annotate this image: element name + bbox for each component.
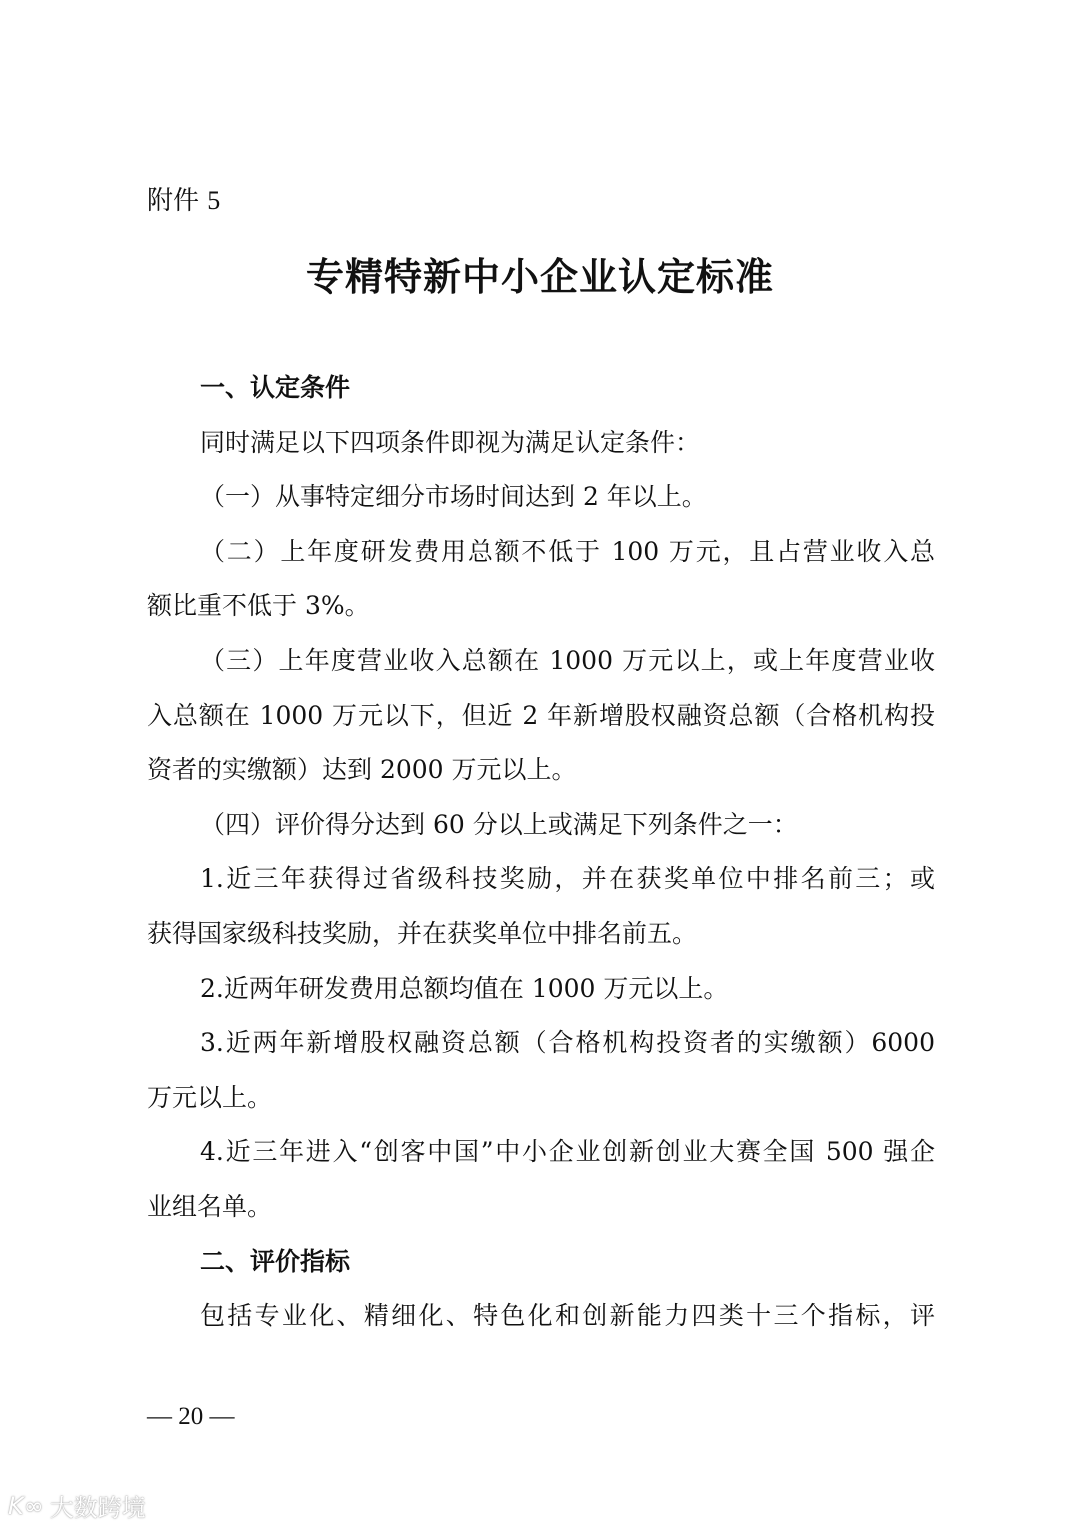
attachment-text: 附件 — [147, 186, 200, 216]
paragraph-line: 4.近三年进入“创客中国”中小企业创新创业大赛全国 500 强企 — [200, 1137, 935, 1167]
paragraph-line: 3.近两年新增股权融资总额（合格机构投资者的实缴额）6000 — [200, 1028, 935, 1058]
paragraph-line: 1.近三年获得过省级科技奖励，并在获奖单位中排名前三；或 — [200, 864, 935, 894]
paragraph-line: 业组名单。 — [147, 1192, 273, 1221]
paragraph-line: 万元以上。 — [147, 1082, 273, 1112]
paragraph-line: （四）评价得分达到 60 分以上或满足下列条件之一： — [200, 809, 798, 839]
paragraph-line: 获得国家级科技奖励，并在获奖单位中排名前五。 — [147, 919, 698, 948]
paragraph-line: 同时满足以下四项条件即视为满足认定条件： — [200, 427, 701, 457]
watermark — [8, 1488, 146, 1523]
paragraph-line: 额比重不低于 3%。 — [147, 591, 370, 621]
watermark-logo-icon: K∞ — [8, 1491, 44, 1520]
paragraph-line: （三）上年度营业收入总额在 1000 万元以上，或上年度营业收 — [200, 646, 935, 675]
document-title: 专精特新中小企业认定标准 — [305, 255, 774, 299]
watermark-text: 大数跨境 — [49, 1494, 146, 1522]
section-heading: 二、评价指标 — [200, 1246, 351, 1276]
paragraph-line: 资者的实缴额）达到 2000 万元以上。 — [147, 755, 577, 785]
paragraph-line: （一）从事特定细分市场时间达到 2 年以上。 — [200, 482, 707, 512]
page-number: — 20 — — [147, 1403, 235, 1430]
attachment-label — [147, 180, 220, 217]
paragraph-line: （二）上年度研发费用总额不低于 100 万元，且占营业收入总 — [200, 536, 935, 566]
section-heading: 一、认定条件 — [200, 373, 351, 402]
paragraph-line: 入总额在 1000 万元以下，但近 2 年新增股权融资总额（合格机构投 — [147, 700, 935, 730]
attachment-number: 5 — [207, 186, 221, 215]
paragraph-line: 包括专业化、精细化、特色化和创新能力四类十三个指标，评 — [200, 1301, 935, 1331]
paragraph-line: 2.近两年研发费用总额均值在 1000 万元以上。 — [200, 973, 729, 1003]
